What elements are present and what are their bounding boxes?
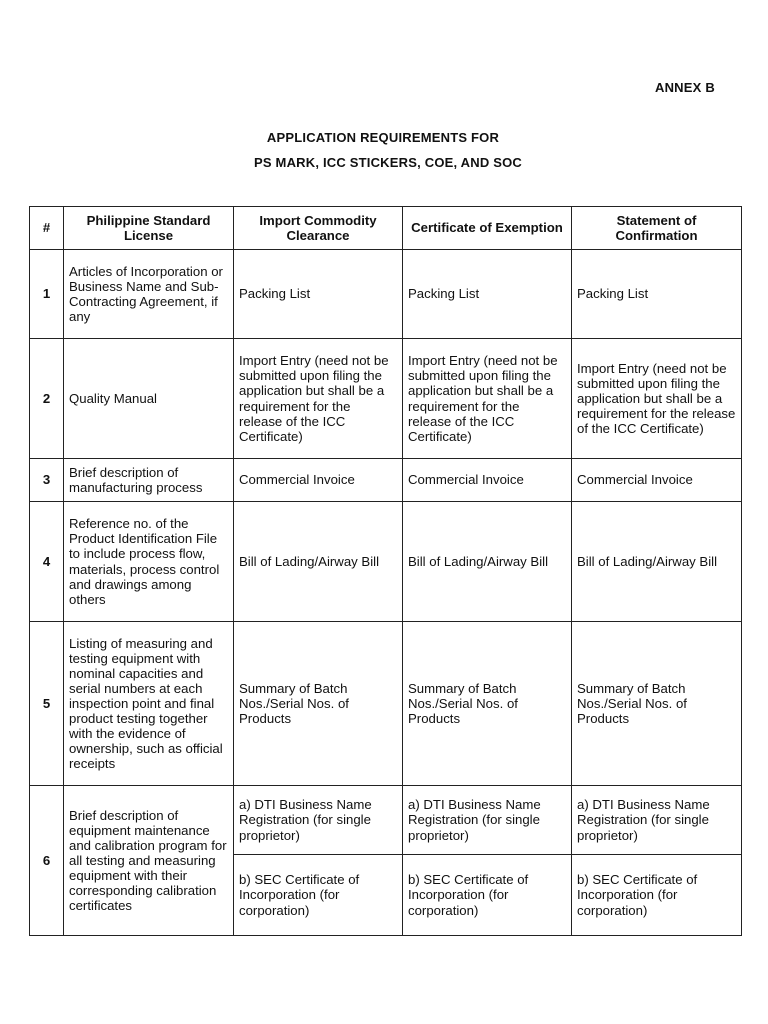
ps-license-cell: Brief description of equipment maintenance and calibration program for all testing and measuring equipment with their corresponding calibration certificates [64,786,234,936]
row-number: 4 [30,502,64,622]
ps-license-cell: Articles of Incorporation or Business Name and Sub-Contracting Agreement, if any [64,250,234,339]
ps-license-cell: Brief description of manufacturing process [64,459,234,502]
table-row [30,786,742,855]
soc-cell: a) DTI Business Name Registration (for single proprietor) [572,786,742,855]
icc-cell: a) DTI Business Name Registration (for single proprietor) [234,786,403,855]
header-coe: Certificate of Exemption [403,207,572,250]
soc-cell: Commercial Invoice [572,459,742,502]
header-soc: Statement of Confirmation [572,207,742,250]
icc-cell: Commercial Invoice [234,459,403,502]
header-ps-license: Philippine Standard License [64,207,234,250]
header-number: # [30,207,64,250]
ps-license-cell: Reference no. of the Product Identification File to include process flow, materials, process control and drawings among others [64,502,234,622]
table-row [30,339,742,459]
soc-cell: Summary of Batch Nos./Serial Nos. of Products [572,622,742,786]
soc-cell: Import Entry (need not be submitted upon filing the application but shall be a requirement for the release of the ICC Certificate) [572,339,742,459]
table-row [30,502,742,622]
icc-cell: b) SEC Certificate of Incorporation (for corporation) [234,855,403,936]
header-icc: Import Commodity Clearance [234,207,403,250]
icc-cell: Summary of Batch Nos./Serial Nos. of Products [234,622,403,786]
table-header-row [30,207,742,250]
row-number: 5 [30,622,64,786]
coe-cell: Bill of Lading/Airway Bill [403,502,572,622]
ps-license-cell: Quality Manual [64,339,234,459]
document-title-line1: APPLICATION REQUIREMENTS FOR [266,130,500,145]
icc-cell: Packing List [234,250,403,339]
coe-cell: a) DTI Business Name Registration (for single proprietor) [403,786,572,855]
coe-cell: b) SEC Certificate of Incorporation (for corporation) [403,855,572,936]
coe-cell: Import Entry (need not be submitted upon filing the application but shall be a requirement for the release of the ICC Certificate) [403,339,572,459]
table-row [30,250,742,339]
annex-label: ANNEX B [655,80,715,95]
row-number: 3 [30,459,64,502]
table-row [30,459,742,502]
icc-cell: Bill of Lading/Airway Bill [234,502,403,622]
coe-cell: Commercial Invoice [403,459,572,502]
soc-cell: b) SEC Certificate of Incorporation (for corporation) [572,855,742,936]
soc-cell: Bill of Lading/Airway Bill [572,502,742,622]
soc-cell: Packing List [572,250,742,339]
coe-cell: Packing List [403,250,572,339]
row-number: 2 [30,339,64,459]
row-number: 6 [30,786,64,936]
icc-cell: Import Entry (need not be submitted upon filing the application but shall be a requirement for the release of the ICC Certificate) [234,339,403,459]
table-row [30,622,742,786]
document-title-line2: PS MARK, ICC STICKERS, COE, AND SOC [254,155,522,170]
requirements-table [29,206,742,936]
ps-license-cell: Listing of measuring and testing equipment with nominal capacities and serial numbers at each inspection point and final product testing together with the evidence of ownership, such as official receipts [64,622,234,786]
row-number: 1 [30,250,64,339]
coe-cell: Summary of Batch Nos./Serial Nos. of Products [403,622,572,786]
